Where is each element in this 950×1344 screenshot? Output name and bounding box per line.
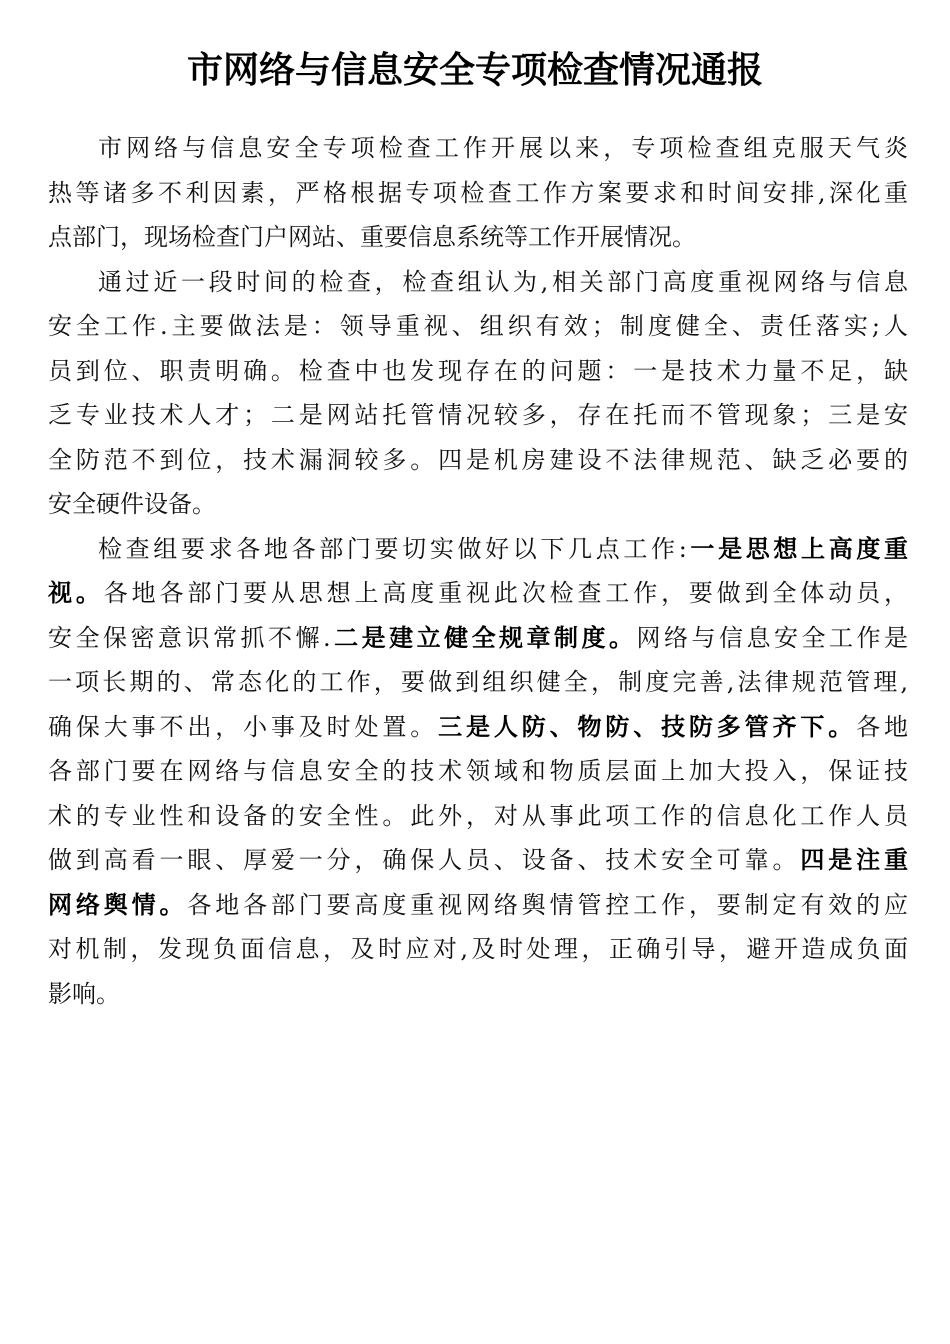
body-text: 安全保密意识常抓不懈. — [48, 623, 331, 652]
body-text: 全防范不到位，技术漏洞较多。四是机房建设不法律规范、缺乏必要的 — [48, 445, 908, 474]
body-text: 各地各部门要高度重视网络舆情管控工作，要制定有效的应 — [187, 890, 909, 919]
paragraph-3-line — [48, 616, 908, 661]
body-text: 安全硬件设备。 — [48, 490, 216, 518]
body-text: 做到高看一眼、厚爱一分，确保人员、设备、技术安全可靠。 — [48, 846, 801, 874]
paragraph-3-line — [48, 838, 908, 883]
paragraph-3-line — [48, 972, 908, 1017]
body-text: 各地 — [856, 712, 909, 741]
paragraph-1-line — [48, 126, 908, 171]
body-text: 确保大事不出，小事及时处置。 — [48, 712, 439, 741]
emphasis-text: 三是人防、物防、技防多管齐下。 — [438, 711, 857, 741]
body-text: 乏专业技术人才；二是网站托管情况较多，存在托而不管现象；三是安 — [48, 401, 908, 429]
emphasis-text: 四是注重 — [800, 845, 909, 874]
paragraph-2-line — [48, 438, 908, 483]
body-text: 热等诸多不利因素，严格根据专项检查工作方案要求和时间安排,深化重 — [48, 178, 908, 207]
body-text: 点部门，现场检查门户网站、重要信息系统等工作开展情况。 — [48, 223, 696, 251]
body-text: 通过近一段时间的检查，检查组认为,相关部门高度重视网络与信息 — [98, 267, 908, 296]
paragraph-1-line — [48, 171, 908, 216]
paragraph-2-line — [48, 304, 908, 349]
body-text: 对机制，发现负面信息，及时应对,及时处理，正确引导，避开造成负面 — [48, 935, 908, 963]
paragraph-3-line — [48, 571, 908, 616]
body-text: 员到位、职责明确。检查中也发现存在的问题：一是技术力量不足，缺 — [48, 356, 908, 385]
body-text: 网络与信息安全工作是 — [636, 623, 909, 652]
paragraph-2-line — [48, 393, 908, 438]
paragraph-3-line — [48, 527, 908, 572]
paragraph-3-line — [48, 749, 908, 794]
paragraph-3-line — [48, 883, 908, 928]
body-text: 术的专业性和设备的安全性。此外，对从事此项工作的信息化工作人员 — [48, 801, 908, 830]
document-body — [48, 126, 908, 1016]
paragraph-1-line — [48, 215, 908, 260]
paragraph-3-line — [48, 794, 908, 839]
body-text: 市网络与信息安全专项检查工作开展以来，专项检查组克服天气炎 — [98, 134, 908, 162]
paragraph-3-line — [48, 660, 908, 705]
body-text: 各部门要在网络与信息安全的技术领域和物质层面上加大投入，保证技 — [48, 757, 908, 785]
emphasis-text: 网络舆情。 — [48, 889, 188, 919]
body-text: 一项长期的、常态化的工作，要做到组织健全，制度完善,法律规范管理, — [48, 668, 908, 696]
body-text: 影响。 — [48, 979, 120, 1008]
paragraph-3-line — [48, 927, 908, 972]
body-text: 各地各部门要从思想上高度重视此次检查工作，要做到全体动员， — [103, 579, 908, 607]
emphasis-text: 二是建立健全规章制度。 — [330, 622, 637, 652]
body-text: 检查组要求各地各部门要切实做好以下几点工作: — [98, 534, 687, 563]
document-title: 市网络与信息安全专项检查情况通报 — [186, 49, 763, 91]
body-text: 安全工作.主要做法是：领导重视、组织有效；制度健全、责任落实;人 — [48, 312, 908, 340]
paragraph-2-line — [48, 482, 908, 527]
paragraph-2-line — [48, 260, 908, 305]
paragraph-2-line — [48, 349, 908, 394]
emphasis-text: 一是思想上高度重 — [686, 533, 908, 563]
emphasis-text: 视。 — [48, 578, 104, 607]
paragraph-3-line — [48, 705, 908, 750]
